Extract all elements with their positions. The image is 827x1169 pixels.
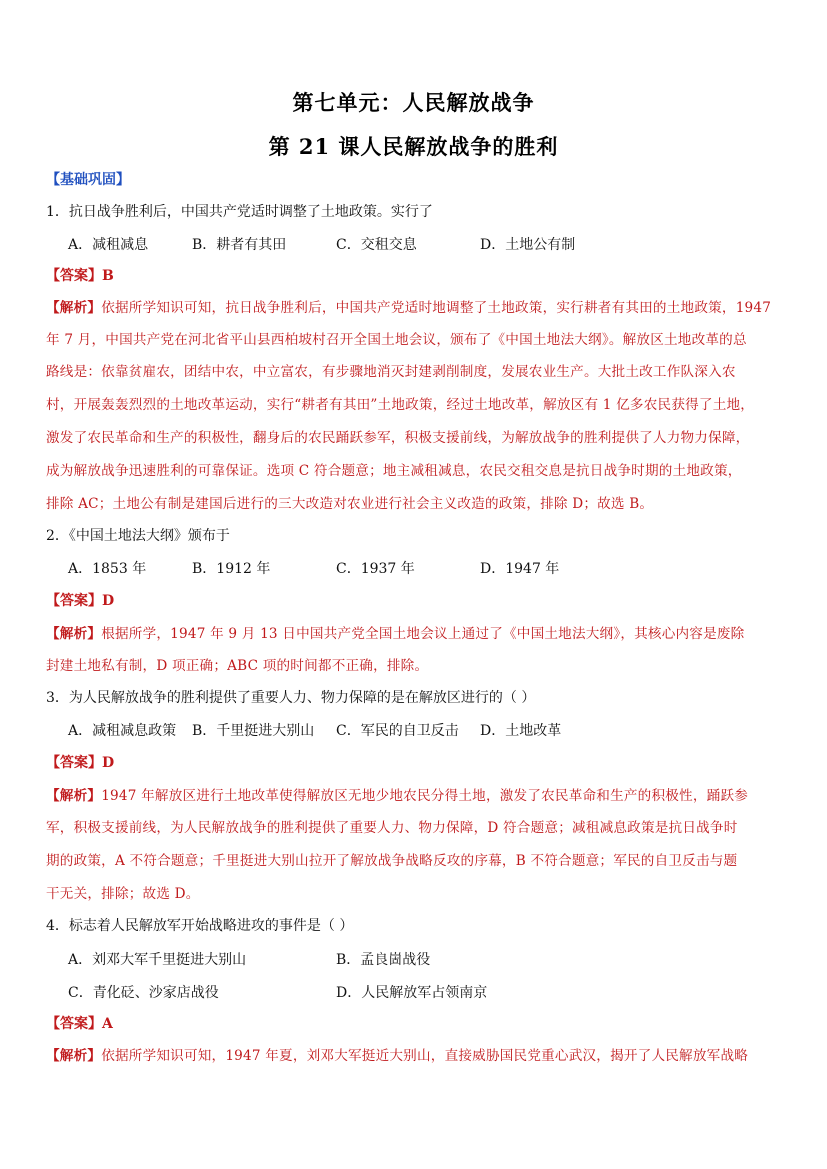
question-2-option-d: D．1947 年: [480, 561, 560, 577]
answer-value: D: [102, 755, 115, 771]
question-1-stem: 1．抗日战争胜利后，中国共产党适时调整了土地政策。实行了: [46, 204, 433, 220]
question-3-option-c: C．军民的自卫反击: [336, 723, 459, 739]
question-3-option-b: B．千里挺进大别山: [192, 723, 315, 739]
question-2-answer: [46, 591, 781, 611]
question-1-analysis-line: 村，开展轰轰烈烈的土地改革运动，实行“耕者有其田”土地政策，经过土地改革，解放区有 1 亿多农民获得了土地，: [46, 397, 755, 413]
question-1-option-d: D．土地公有制: [480, 237, 576, 253]
answer-label: 【答案】: [46, 755, 102, 771]
question-4-option-b: B．孟良崮战役: [336, 952, 431, 968]
question-1-option-c: C．交租交息: [336, 237, 417, 253]
question-1-analysis-line: [46, 298, 781, 318]
question-1-option-b: B．耕者有其田: [192, 237, 287, 253]
question-3-option-a: A．减租减息政策: [68, 723, 177, 739]
question-1-option-a: A．减租减息: [68, 237, 149, 253]
question-3-option-d: D．土地改革: [480, 723, 562, 739]
question-2-option-b: B．1912 年: [192, 561, 271, 577]
question-2-stem: 2．《中国土地法大纲》颁布于: [46, 528, 230, 544]
analysis-text: 依据所学知识可知，抗日战争胜利后，中国共产党适时地调整了土地政策，实行耕者有其田的土地政策，1947: [101, 300, 772, 316]
answer-value: A: [102, 1016, 113, 1032]
question-2-option-c: C．1937 年: [336, 561, 415, 577]
question-3-answer: [46, 753, 781, 773]
question-3-analysis-line: 军，积极支援前线，为人民解放战争的胜利提供了重要人力、物力保障，D 符合题意；减租减息政策是抗日战争时: [46, 820, 738, 836]
question-1-analysis-line: 激发了农民革命和生产的积极性，翻身后的农民踊跃参军，积极支援前线，为解放战争的胜利提供了人力物力保障，: [46, 430, 750, 446]
answer-label: 【答案】: [46, 593, 102, 609]
question-1-analysis-line: 年 7 月，中国共产党在河北省平山县西柏坡村召开全国土地会议，颁布了《中国土地法大纲》。解放区土地改革的总: [46, 332, 747, 348]
question-1-answer: [46, 266, 781, 286]
analysis-label: 【解析】: [46, 1048, 102, 1064]
analysis-label: 【解析】: [46, 788, 102, 804]
answer-label: 【答案】: [46, 268, 102, 284]
lesson-title: 第 21 课人民解放战争的胜利: [268, 134, 559, 159]
question-1-analysis-line: 路线是：依靠贫雇农，团结中农，中立富农，有步骤地消灭封建剥削制度，发展农业生产。大批土改工作队深入农: [46, 364, 736, 380]
question-3-stem: 3．为人民解放战争的胜利提供了重要人力、物力保障的是在解放区进行的（ ）: [46, 690, 536, 706]
question-4-option-d: D．人民解放军占领南京: [336, 985, 488, 1001]
question-1-analysis-line: 成为解放战争迅速胜利的可靠保证。选项 C 符合题意；地主减租减息，农民交租交息是抗日战争时期的土地政策，: [46, 463, 742, 479]
question-2-analysis-line: [46, 624, 781, 644]
question-4-answer: [46, 1014, 781, 1034]
analysis-text: 依据所学知识可知，1947 年夏，刘邓大军挺近大别山，直接威胁国民党重心武汉，揭开了人民解放军战略: [101, 1048, 749, 1064]
question-2-analysis-line: 封建土地私有制，D 项正确；ABC 项的时间都不正确，排除。: [46, 658, 429, 674]
question-4-option-a: A．刘邓大军千里挺进大别山: [68, 952, 247, 968]
analysis-label: 【解析】: [46, 300, 102, 316]
question-4-stem: 4．标志着人民解放军开始战略进攻的事件是（ ）: [46, 918, 354, 934]
question-2-option-a: A．1853 年: [68, 561, 147, 577]
answer-value: B: [102, 268, 114, 284]
answer-value: D: [102, 593, 115, 609]
question-3-analysis-line: [46, 786, 781, 806]
analysis-text: 1947 年解放区进行土地改革使得解放区无地少地农民分得土地，激发了农民革命和生产的积极性，踊跃参: [101, 788, 749, 804]
answer-label: 【答案】: [46, 1016, 102, 1032]
unit-title: 第七单元：人民解放战争: [292, 90, 535, 115]
analysis-label: 【解析】: [46, 626, 102, 642]
question-3-analysis-line: 干无关，排除；故选 D。: [46, 886, 200, 902]
question-1-analysis-line: 排除 AC；土地公有制是建国后进行的三大改造对农业进行社会主义改造的政策，排除 D；故选 B。: [46, 496, 654, 512]
section-heading: 【基础巩固】: [46, 172, 130, 188]
analysis-text: 根据所学，1947 年 9 月 13 日中国共产党全国土地会议上通过了《中国土地法大纲》，其核心内容是废除: [101, 626, 745, 642]
question-3-analysis-line: 期的政策，A 不符合题意；千里挺进大别山拉开了解放战争战略反攻的序幕，B 不符合题意；军民的自卫反击与题: [46, 853, 738, 869]
question-4-option-c: C．青化砭、沙家店战役: [68, 985, 219, 1001]
question-4-analysis-line: [46, 1046, 781, 1066]
